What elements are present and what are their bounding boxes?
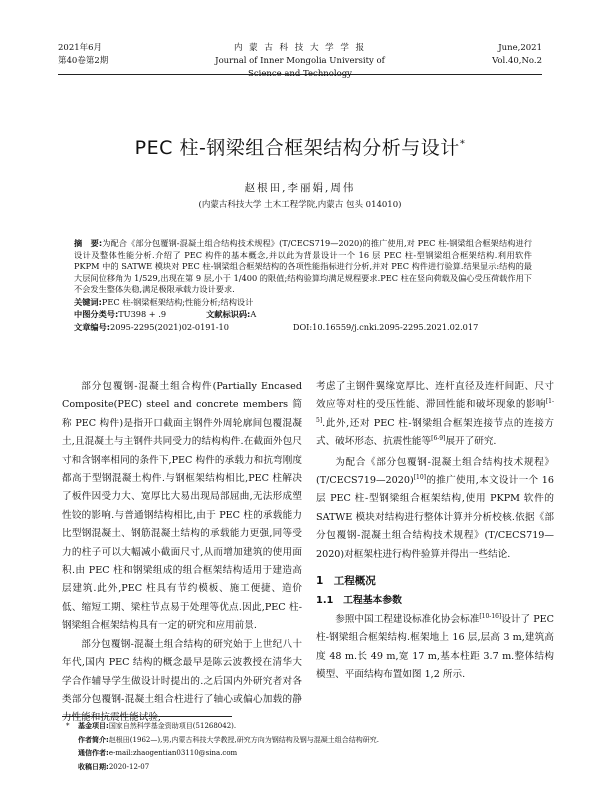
body-text: .此外,还对 PEC 柱-钢梁组合框架连接节点的连接方式、破坏形态、抗震性能等 [316,417,554,448]
body-paragraph: 部分包覆钢-混凝土组合结构的研究始于上世纪八十年代,国内 PEC 结构的概念最早是陈云波教授在清华大学合作辅导学生做设计时提出的.之后国内外研究者对各类部分包覆钢-混凝土组合柱进行了轴心或偏心加载的静力性能和抗震性能试验, [62,638,302,724]
author-bio-label: 作者简介: [78,735,109,744]
body-text: 考虑了主钢件翼缘宽厚比、连杆直径及连杆间距、尺寸效应等对柱的受压性能、滞回性能和破坏现象的影响 [316,381,554,411]
journal-name-cn: 内 蒙 古 科 技 大 学 学 报 [233,43,367,53]
citation: [10] [413,473,427,481]
header-left [58,42,208,68]
header-date-en: June,2021 [498,43,542,53]
article-id-line [74,321,532,334]
classification-line [74,308,532,321]
body-text: 设计了 PEC 柱-钢梁组合框架结构.框架地上 16 层,层高 3 m,建筑高度 48 m.长 49 m,宽 17 m,基本柱距 3.7 m.整体结构模型、平面结构布置如图 1,2 所示. [316,613,554,681]
body-paragraph [316,378,554,452]
footnote-divider [62,716,232,717]
running-header [58,42,542,78]
author-bio-text: 赵根田(1962—),男,内蒙古科技大学教授,研究方向为钢结构及钢与混凝土组合结构研究. [108,735,379,744]
fund-note [78,720,540,734]
body-column-right [316,378,554,685]
header-date: 2021年6月 [58,43,103,53]
article-no-label: 文章编号: [74,321,111,332]
clc-code: TU398 + .9 [118,309,167,320]
title-footnote-mark: * [459,138,466,150]
article-title-text: PEC 柱-钢梁组合框架结构分析与设计 [134,137,460,159]
section-heading: 1 工程概况 [316,575,376,588]
author-list: 赵根田,李丽娟,周伟 [244,182,356,194]
abstract-block [74,238,532,333]
citation: [10-16] [479,612,502,620]
header-volume: 第40卷第2期 [58,56,109,66]
subsection-heading: 1.1 工程基本参数 [316,595,402,607]
body-text: 展开了研究. [445,436,497,448]
doc-code: A [250,309,257,320]
citation: [1-5] [316,398,554,424]
abstract [74,238,532,296]
received-date: 2020-12-07 [108,762,150,771]
keywords-line [74,296,532,309]
body-paragraph: 部分包覆钢-混凝土组合构件(Partially Encased Composite(PEC) steel and concrete members 简称 PEC 构件)是指开口截面主钢件外周轮廓间包覆混凝土,且混凝土与主钢件共同受力的结构构件.在截面外包尺寸和含钢率相同的条件下,PEC 构件的承载力和抗弯刚度都高于型钢混凝土构件.与钢框架结构相比,PEC 柱解决了板件因受力大、宽厚比大易出现局部屈曲,无法形成塑性铰的影响.与普通钢结构相比,由于 PEC 柱的承载能力比型钢混凝土、钢筋混凝土结构的承载能力更强,同等受力的柱子可以大幅减小截面尺寸,从而增加建筑的使用面积.由 PEC 柱和钢梁组成的组合框架结构适用于建造高层建筑.此外,PEC 柱具有节约模板、施工便捷、造价低、缩短工期、梁柱节点易于处理等优点.因此,PEC 柱-钢梁组合框架结构具有一定的研究和应用前景. [62,381,302,632]
received-label: 收稿日期: [78,762,109,771]
corresponding-note [78,747,540,761]
doc-code-label: 文献标识码: [206,309,251,320]
doi: DOI:10.16559/j.cnki.2095-2295.2021.02.017 [292,321,479,332]
fund-text: 国家自然科学基金资助项目(51268042). [108,722,237,730]
body-paragraph [316,611,554,685]
author-note [78,734,540,748]
body-text: 为配合《部分包覆钢-混凝土组合结构技术规程》(T/CECS719—2020) [316,456,554,487]
abstract-label: 摘 要: [74,238,103,248]
header-volume-en: Vol.40,No.2 [492,56,542,66]
body-text: 参照中国工程建设标准化协会标准 [335,613,480,625]
journal-name-en: Journal of Inner Mongolia University of Science and Technology [215,56,385,79]
body-text: 的推广使用,本文设计一个 16 层 PEC 柱-型钢梁组合框架结构,使用 PKPM 软件的 SATWE 模块对结构进行整体计算并分析校核.依据《部分包覆钢-混凝土组合结构技术规程》(T/CECS719—2020)对框架柱进行构件验算并得出一些结论. [316,475,554,560]
footnote-star: * [66,722,70,730]
clc-label: 中图分类号: [74,309,119,320]
affiliation: (内蒙古科技大学 土木工程学院,内蒙古 包头 014010) [198,200,402,210]
body-paragraph [316,454,554,564]
body-column-left [62,378,302,728]
fund-label: 基金项目: [78,722,109,730]
keywords-label: 关键词: [74,296,102,307]
email-label: 通信作者: [78,749,109,757]
keywords: PEC 柱-钢梁框架结构;性能分析;结构设计 [101,296,254,307]
citation: [6-9] [431,435,446,443]
header-divider [58,74,542,75]
header-right [392,42,542,68]
header-center [208,42,392,81]
received-note [78,761,540,775]
article-no: 2095-2295(2021)02-0191-10 [110,321,229,332]
email-text: e-mail:zhaogentian03110@sina.com [108,749,238,757]
abstract-text: 为配合《部分包覆钢-混凝土组合结构技术规程》(T/CECS719—2020)的推广使用,对 PEC 柱-钢梁组合框架结构进行设计及整体性能分析.介绍了 PEC 构件的基本概念,并以此为背景设计一个 16 层 PEC 柱-型钢梁组合框架结构.利用软件 PKPM 中的 SATWE 模块对 PEC 柱-钢梁组合框架结构的各项性能指标进行分析,并对 PEC 构件进行验算.结果显示:结构的最大层间位移角为 1/529,出现在第 9 层,小于 1/400 的限值;结构验算均满足规程要求.PEC 柱在竖向荷载及偏心受压荷载作用下不会发生整体失稳,满足极限承载力设计要求. [74,238,533,295]
article-title [58,133,542,160]
footnotes [66,720,540,774]
